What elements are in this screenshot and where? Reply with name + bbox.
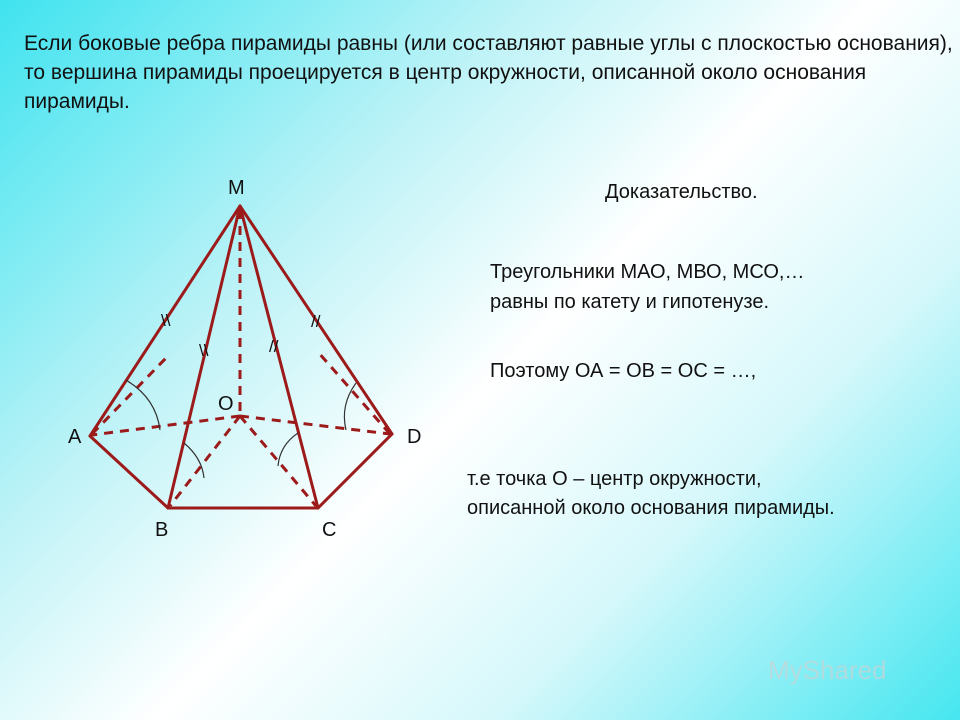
angle-arc-D xyxy=(344,383,356,430)
tick-MD: // xyxy=(311,312,321,331)
segment-OD xyxy=(240,416,390,434)
label-O: O xyxy=(218,393,234,415)
label-M: M xyxy=(228,177,245,199)
angle-arc-B xyxy=(184,443,204,478)
edge-CD xyxy=(318,434,392,508)
watermark-logo: MyShared xyxy=(768,655,887,685)
perpendicular-right xyxy=(318,352,390,434)
theorem-text: Если боковые ребра пирамиды равны (или составляют равные углы с плоскостью основания), то вершина пирамиды проецируется в центр окружности, описанной около основания пирамиды. xyxy=(24,32,953,113)
proof-final-line2: описанной около основания пирамиды. xyxy=(467,497,835,519)
edge-AB xyxy=(90,436,168,508)
segment-OA xyxy=(92,416,240,435)
label-C: C xyxy=(322,519,337,541)
tick-MA: \\ xyxy=(161,311,171,330)
label-D: D xyxy=(407,426,422,448)
tick-MB: \\ xyxy=(199,341,209,360)
tick-MC: // xyxy=(269,337,279,356)
proof-conclusion: Поэтому ОА = ОВ = ОС = …, xyxy=(490,360,757,382)
proof-triangles-line1: Треугольники МАО, МВО, МСО,… xyxy=(490,261,805,283)
perpendicular-left xyxy=(92,358,166,434)
angle-arc-A xyxy=(126,380,160,430)
proof-triangles-line2: равны по катету и гипотенузе. xyxy=(490,291,770,313)
proof-final-line1: т.е точка О – центр окружности, xyxy=(467,468,762,490)
label-A: A xyxy=(68,426,82,448)
label-B: B xyxy=(155,519,169,541)
angle-arc-C xyxy=(278,433,298,466)
proof-title: Доказательство. xyxy=(605,181,758,203)
